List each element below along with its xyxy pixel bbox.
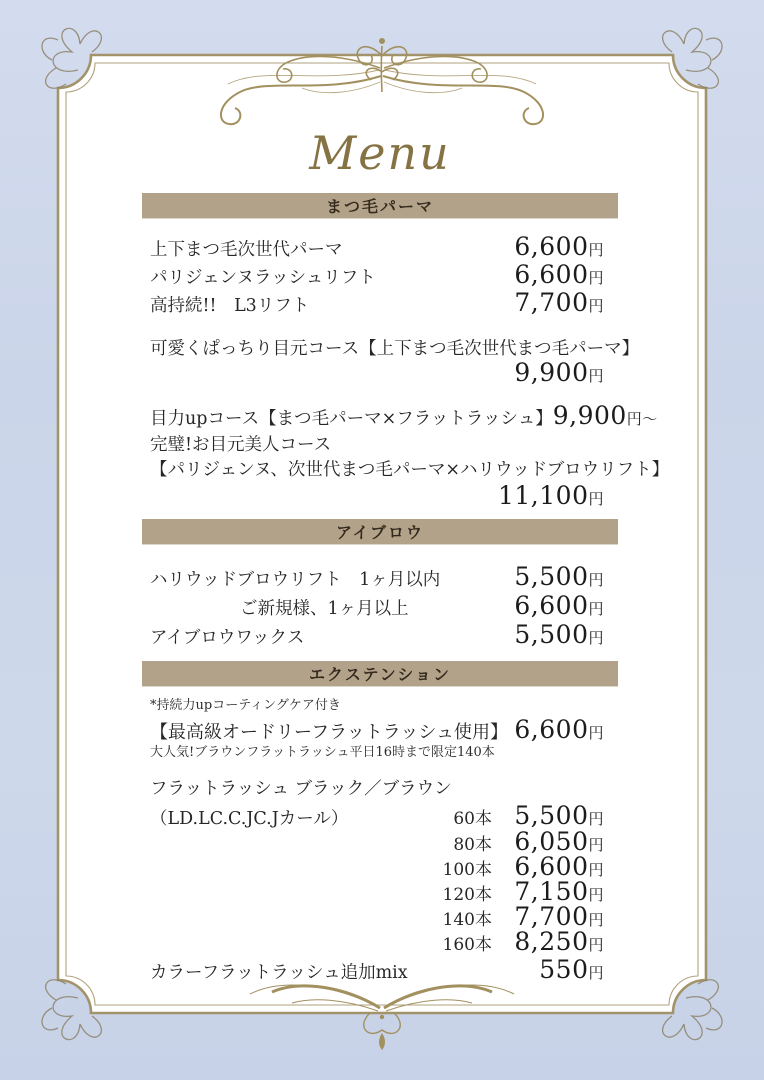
price-unit: 円 [588,911,604,929]
item-price [539,955,604,984]
price-unit: 円 [588,964,604,982]
lash-count: 60本 [453,809,492,829]
item-label: ご新規様、1ヶ月以上 [240,599,409,619]
course-item [142,433,670,512]
section-header-extension: エクステンション [142,661,618,687]
price-value: 6,600 [514,852,589,881]
course-label-line1: 完璧!お目元美人コース [150,435,332,455]
flat-lash-tier-row [142,902,618,931]
section-header-eyebrow: アイブロウ [142,519,618,545]
price-value: 11,100 [498,481,589,510]
menu-item-row [142,232,618,260]
course-item [142,338,640,389]
lash-count: 120本 [442,885,492,905]
curl-types-label: （LD.LC.C.JC.Jカール） [150,809,349,829]
item-price [514,715,604,744]
price-value: 5,500 [514,562,589,591]
page-title: Menu [309,126,451,180]
item-price [514,232,604,261]
flat-lash-tier-row [142,927,618,956]
flat-lash-name: フラットラッシュ ブラック／ブラウン [150,779,452,799]
price-value: 6,600 [514,232,589,261]
price-value: 9,900 [552,401,627,430]
lash-count: 100本 [442,860,492,880]
course-label-line2: 【パリジェンヌ、次世代まつ毛パーマ×ハリウッドブロウリフト】 [150,460,670,480]
lash-perm-courses [142,338,670,512]
price-value: 6,600 [514,591,589,620]
menu-item-row [142,288,618,316]
item-price [508,801,604,830]
price-value: 5,500 [514,620,589,649]
price-unit: 円 [588,861,604,879]
flat-lash-tier-row [142,877,618,906]
lash-perm-rows [142,232,618,316]
campaign-note: 大人気!ブラウンフラットラッシュ平日16時まで限定140本 [150,745,495,760]
price-value: 550 [539,955,589,984]
item-price [514,260,604,289]
eyebrow-rows [142,562,618,649]
lash-count: 80本 [453,835,492,855]
course-label: 可愛くぱっちり目元コース【上下まつ毛次世代まつ毛パーマ】 [150,339,640,359]
item-label: 高持続!! L3リフト [150,296,310,316]
item-label: 【最高級オードリーフラットラッシュ使用】 [150,722,509,743]
price-unit: 円 [588,490,604,508]
flat-lash-tier-row [142,827,618,856]
flat-lash-tier-row [142,801,618,830]
price-value: 7,700 [514,902,589,931]
price-value: 6,600 [514,715,589,744]
course-price [142,483,618,512]
course-item [142,401,658,430]
item-price [508,927,604,956]
price-unit: 円 [588,810,604,828]
price-value: 8,250 [514,927,589,956]
item-label: カラーフラットラッシュ追加mix [150,963,408,983]
item-label: パリジェンヌラッシュリフト [150,268,376,288]
price-unit: 円 [588,836,604,854]
item-label: 上下まつ毛次世代パーマ [150,240,343,260]
item-price [514,620,604,649]
item-label: アイブロウワックス [150,628,305,648]
price-value: 7,700 [514,288,589,317]
price-unit: 円 [588,936,604,954]
menu-item-row [142,620,618,649]
price-unit: 円 [588,367,604,385]
price-unit: 円 [588,600,604,618]
price-value: 7,150 [514,877,589,906]
color-lash-add-row [142,955,618,984]
menu-item-row [142,562,618,591]
price-unit: 円～ [626,410,658,428]
price-unit: 円 [588,724,604,742]
featured-lash-row [142,715,618,743]
item-price [514,591,604,620]
price-unit: 円 [588,629,604,647]
menu-item-row [142,260,618,288]
lash-count: 160本 [442,935,492,955]
price-value: 9,900 [514,358,589,387]
flat-lash-tier-row [142,852,618,881]
price-unit: 円 [588,297,604,315]
price-value: 6,050 [514,827,589,856]
menu-item-row [142,591,618,620]
price-unit: 円 [588,886,604,904]
menu-card [142,125,670,984]
item-label: ハリウッドブロウリフト 1ヶ月以内 [150,570,441,590]
price-unit: 円 [588,269,604,287]
price-unit: 円 [588,571,604,589]
course-price [553,401,658,430]
price-value: 6,600 [514,260,589,289]
lash-count: 140本 [442,910,492,930]
course-price [142,360,618,389]
item-price [514,288,604,317]
item-price [514,562,604,591]
coating-note: *持続力upコーティングケア付き [150,698,341,713]
section-header-lash-perm: まつ毛パーマ [142,193,618,219]
price-unit: 円 [588,241,604,259]
price-value: 5,500 [514,801,589,830]
course-label: 目力upコース【まつ毛パーマ×フラットラッシュ】 [150,409,553,429]
